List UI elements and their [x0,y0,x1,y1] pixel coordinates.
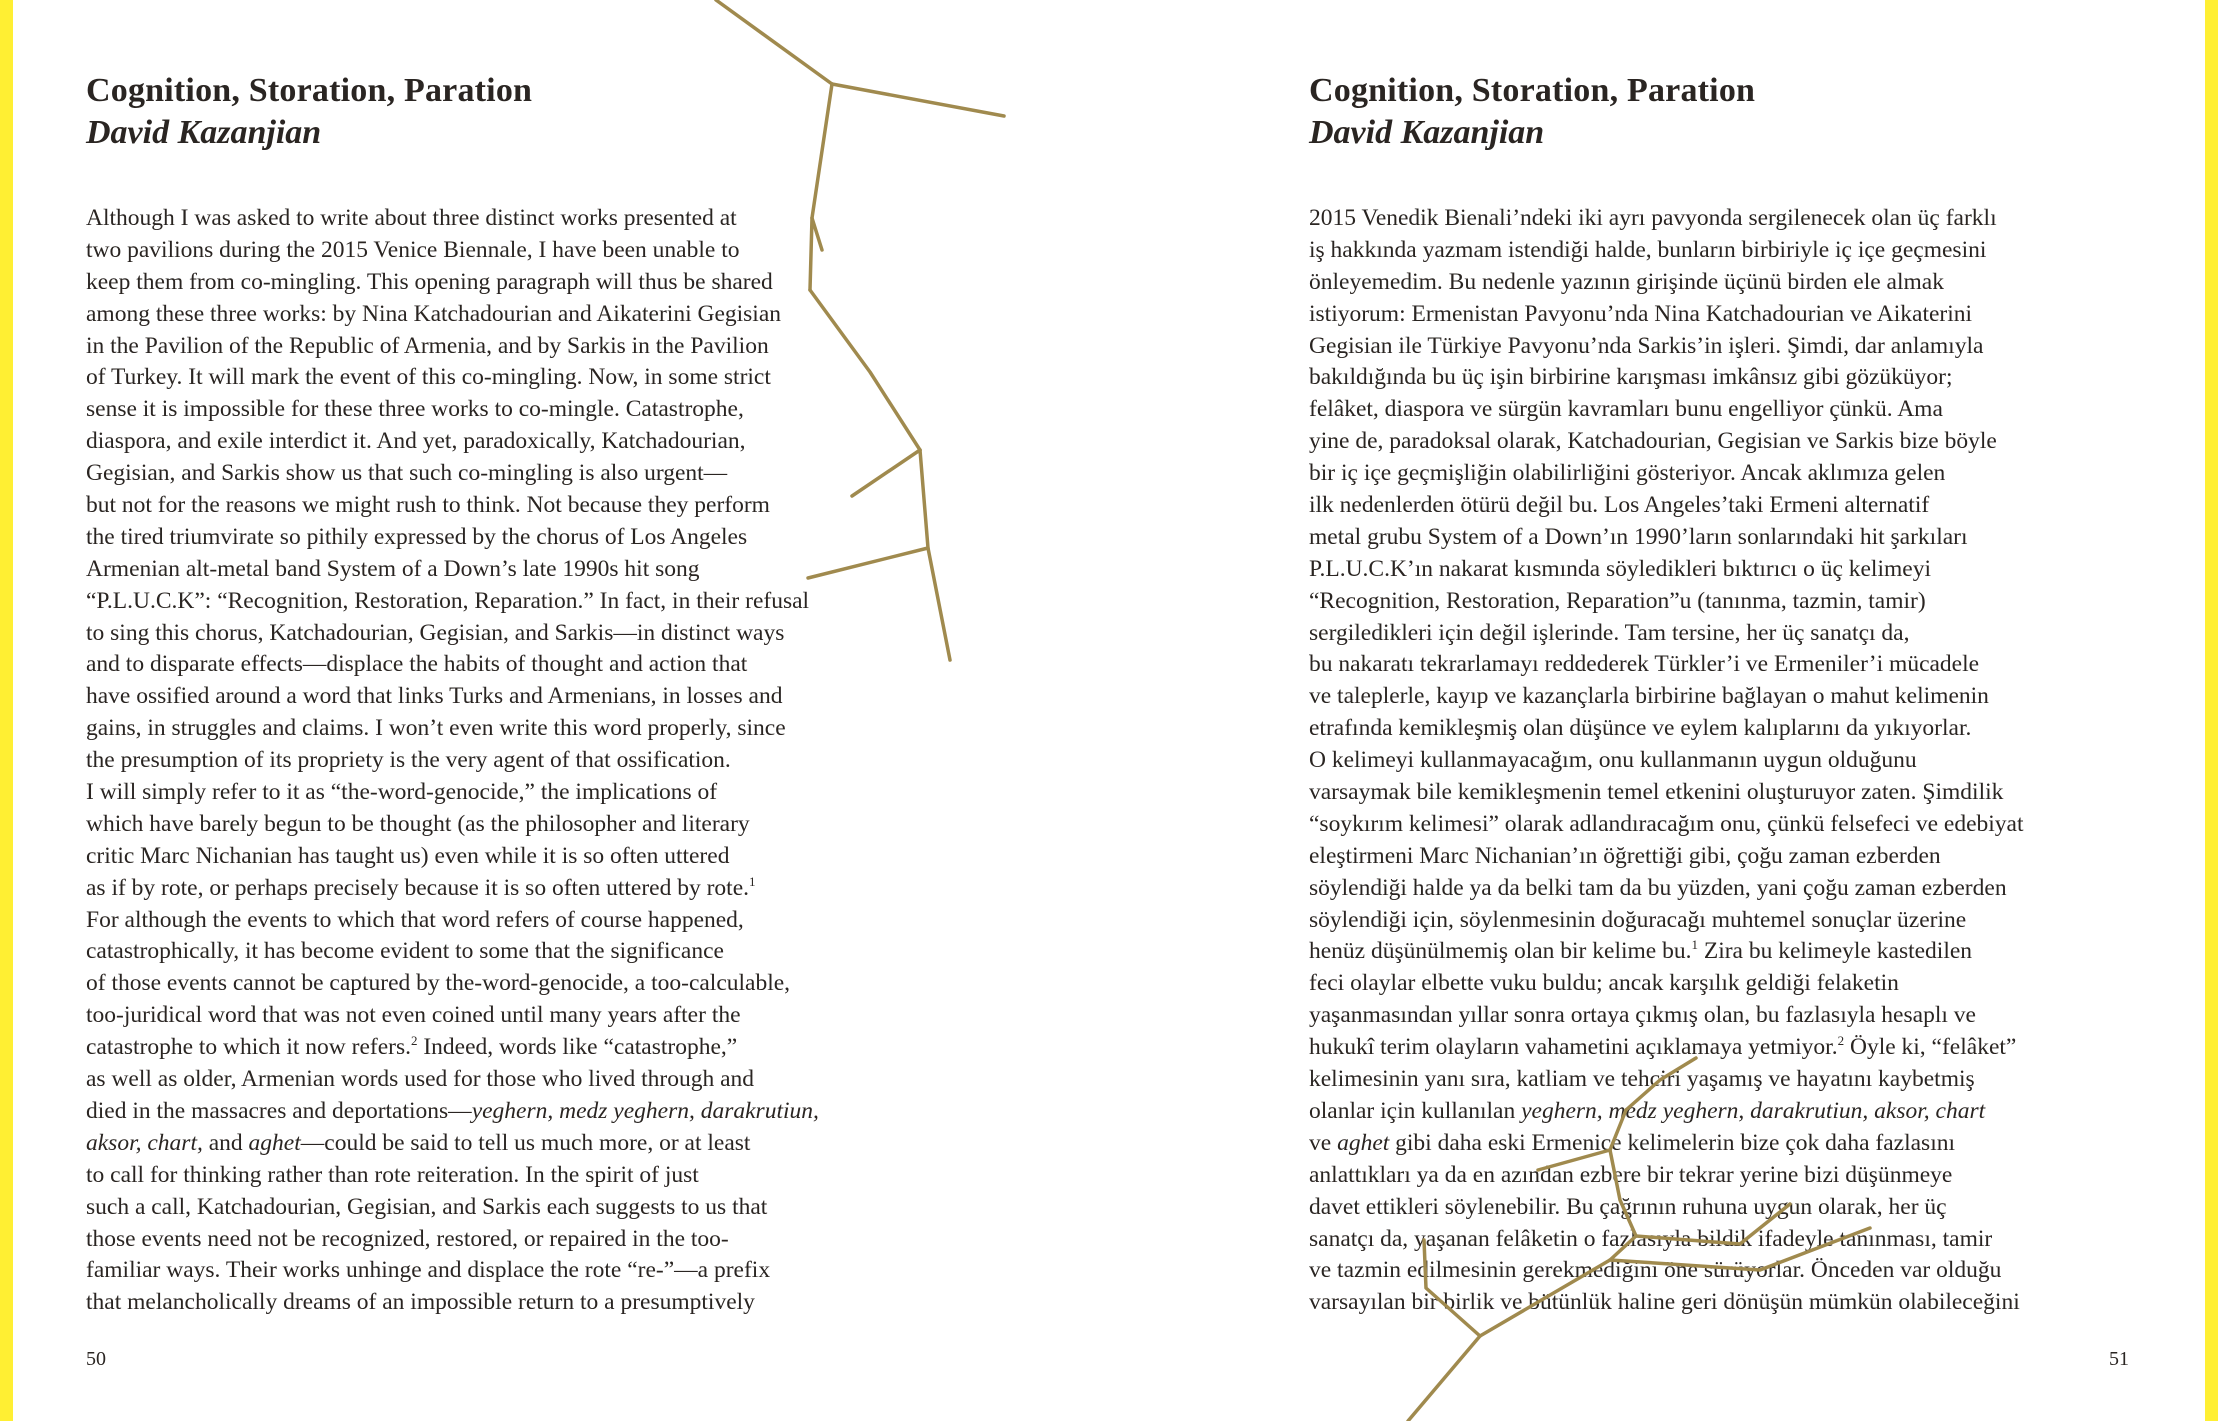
text-line [86,1000,906,1032]
italic-term: aghet [248,1129,301,1156]
text-line [1309,905,2129,937]
text-line [86,1224,906,1256]
text-run: I will simply refer to it as “the-word-genocide,” the implications of [86,779,718,806]
text-run: iş hakkında yazmam istendiği halde, bunların birbiriyle iç içe geçmesini [1309,236,1987,263]
text-run: anlattıkları ya da en azından ezbere bir tekrar yerine bizi düşünmeye [1309,1161,1953,1188]
footnote-ref: 2 [1837,1033,1845,1049]
text-line [86,777,906,809]
text-run: which have barely begun to be thought (as the philosopher and literary [86,810,750,837]
text-run: as if by rote, or perhaps precisely because it is so often uttered by rote. [86,874,750,901]
text-run: eleştirmeni Marc Nichanian’ın öğrettiği gibi, çoğu zaman ezberden [1309,842,1941,869]
text-line [86,681,906,713]
text-line [1309,1128,2129,1160]
text-line [1309,841,2129,873]
text-line [1309,394,2129,426]
text-line [1309,1000,2129,1032]
text-run: Armenian alt-metal band System of a Down’s late 1990s hit song [86,555,700,582]
text-line [1309,1160,2129,1192]
text-line [86,1128,906,1160]
text-run: catastrophe to which it now refers. [86,1034,411,1061]
text-run: that melancholically dreams of an impossible return to a presumptively [86,1289,755,1316]
text-line [1309,490,2129,522]
text-run: varsaymak bile kemikleşmenin temel etkenini oluşturuyor zaten. Şimdilik [1309,779,2004,806]
text-run: as well as older, Armenian words used for those who lived through and [86,1066,755,1093]
footnote-ref: 1 [749,873,756,889]
text-line [1309,267,2129,299]
text-line [86,1064,906,1096]
text-run: istiyorum: Ermenistan Pavyonu’nda Nina Katchadourian ve Aikaterini [1309,300,1973,327]
text-run: söylendiği için, söylenmesinin doğuracağı muhtemel sonuçlar üzerine [1309,906,1967,933]
left-page [86,0,906,1421]
text-line [1309,299,2129,331]
author-name: David Kazanjian [86,114,322,151]
text-line [1309,777,2129,809]
text-line [1309,745,2129,777]
text-run: For although the events to which that word refers of course happened, [86,906,744,933]
text-run: bir iç içe geçmişliğin olabilirliğini gösteriyor. Ancak aklımıza gelen [1309,460,1946,487]
text-run: önleyemedim. Bu nedenle yazının girişinde üçünü birden ele almak [1309,268,1944,295]
text-line [1309,649,2129,681]
page-number: 51 [2109,1348,2129,1370]
text-run: diaspora, and exile interdict it. And yet, paradoxically, Katchadourian, [86,428,746,455]
text-run: Zira bu kelimeyle kastedilen [1697,938,1973,965]
text-run: —could be said to tell us much more, or at least [300,1129,751,1156]
text-line [1309,1192,2129,1224]
text-run: the presumption of its propriety is the very agent of that ossification. [86,747,731,774]
text-run: yine de, paradoksal olarak, Katchadourian, Gegisian ve Sarkis bize böyle [1309,428,1997,455]
text-run: sanatçı da, yaşanan felâketin o fazlasıyla bildik ifadeyle tanınması, tamir [1309,1225,1993,1252]
text-run: two pavilions during the 2015 Venice Biennale, I have been unable to [86,236,740,263]
page-title: Cognition, Storation, Paration [86,72,533,109]
text-line [1309,1224,2129,1256]
text-run: varsayılan bir birlik ve bütünlük haline geri dönüşün mümkün olabileceğini [1309,1289,2020,1316]
italic-term: aksor, chart, [86,1129,203,1156]
text-line [1309,873,2129,905]
author-name: David Kazanjian [1309,114,1545,151]
text-line [86,1287,906,1319]
text-line [1309,618,2129,650]
left-yellow-edge [0,0,13,1421]
text-run: the tired triumvirate so pithily expressed by the chorus of Los Angeles [86,523,748,550]
text-run: ve [1309,1129,1338,1156]
right-page [1309,0,2129,1421]
text-line [86,554,906,586]
text-line [86,331,906,363]
text-line [1309,1096,2129,1128]
text-line [86,203,906,235]
text-line [86,299,906,331]
text-line [86,1160,906,1192]
text-run: söylendiği halde ya da belki tam da bu yüzden, yani çoğu zaman ezberden [1309,874,2007,901]
text-run: catastrophically, it has become evident to some that the significance [86,938,724,965]
text-run: died in the massacres and deportations— [86,1097,472,1124]
text-line [1309,713,2129,745]
text-line [1309,936,2129,968]
text-line [86,713,906,745]
text-run: yaşanmasından yıllar sonra ortaya çıkmış olan, bu fazlasıyla hesaplı ve [1309,1002,1976,1029]
italic-term: yeghern, medz yeghern, darakrutiun, [471,1097,819,1124]
text-run: olanlar için kullanılan [1309,1097,1522,1124]
text-run: Öyle ki, “felâket” [1844,1034,2017,1061]
right-yellow-edge [2205,0,2218,1421]
text-line [86,1192,906,1224]
text-run: too-juridical word that was not even coined until many years after the [86,1002,741,1029]
text-run: have ossified around a word that links Turks and Armenians, in losses and [86,683,783,710]
text-line [1309,681,2129,713]
text-run: to call for thinking rather than rote reiteration. In the spirit of just [86,1161,699,1188]
crack-segment [920,450,950,660]
text-line [86,1032,906,1064]
text-line [1309,235,2129,267]
text-run: among these three works: by Nina Katchadourian and Aikaterini Gegisian [86,300,782,327]
text-run: but not for the reasons we might rush to think. Not because they perform [86,492,770,519]
text-run: Although I was asked to write about three distinct works presented at [86,205,737,231]
text-run: gains, in struggles and claims. I won’t even write this word properly, since [86,715,786,742]
text-line [86,968,906,1000]
text-line [86,1096,906,1128]
text-line [86,267,906,299]
text-run: such a call, Katchadourian, Gegisian, and Sarkis each suggests to us that [86,1193,768,1220]
text-run: gibi daha eski Ermenice kelimelerin bize çok daha fazlasını [1389,1129,1956,1156]
text-run: familiar ways. Their works unhinge and displace the rote “re-”—a prefix [86,1257,771,1284]
text-line [1309,331,2129,363]
text-line [1309,362,2129,394]
text-run: P.L.U.C.K’ın nakarat kısmında söyledikleri bıktırıcı o üç kelimeyi [1309,555,1931,582]
text-run: ilk nedenlerden ötürü değil bu. Los Angeles’taki Ermeni alternatif [1309,492,1930,519]
italic-term: yeghern, medz yeghern, darakrutiun, aksor, chart [1521,1097,1986,1124]
text-line [1309,426,2129,458]
text-run: to sing this chorus, Katchadourian, Gegisian, and Sarkis—in distinct ways [86,619,785,646]
italic-term: aghet [1337,1129,1390,1156]
text-line [86,745,906,777]
text-line [86,522,906,554]
text-run: those events need not be recognized, restored, or repaired in the too- [86,1225,729,1252]
text-run: Gegisian ile Türkiye Pavyonu’nda Sarkis’in işleri. Şimdi, dar anlamıyla [1309,332,1984,359]
text-line [86,618,906,650]
body-text [86,203,906,1319]
footnote-ref: 2 [410,1033,418,1049]
text-line [86,458,906,490]
text-run: Indeed, words like “catastrophe,” [417,1034,738,1061]
page-number: 50 [86,1348,106,1370]
text-line [1309,203,2129,235]
text-line [1309,1287,2129,1319]
page-title: Cognition, Storation, Paration [1309,72,1756,109]
text-line [1309,968,2129,1000]
text-run: “P.L.U.C.K”: “Recognition, Restoration, Reparation.” In fact, in their refusal [86,587,810,614]
text-line [86,362,906,394]
body-text [1309,203,2129,1319]
text-line [86,1255,906,1287]
text-line [86,873,906,905]
text-run: “soykırım kelimesi” olarak adlandıracağım onu, çünkü felsefeci ve edebiyat [1309,810,2024,837]
text-line [86,905,906,937]
text-run: of those events cannot be captured by the-word-genocide, a too-calculable, [86,970,791,997]
text-run: davet ettikleri söylenebilir. Bu çağrının ruhuna uygun olarak, her üç [1309,1193,1947,1220]
text-run: ve tazmin edilmesinin gerekmediğini öne sürüyorlar. Önceden var olduğu [1309,1257,2002,1284]
text-run: “Recognition, Restoration, Reparation”u (tanınma, tazmin, tamir) [1309,587,1926,614]
text-run: O kelimeyi kullanmayacağım, onu kullanmanın uygun olduğunu [1309,747,1917,774]
text-run: and to disparate effects—displace the habits of thought and action that [86,651,748,678]
text-line [1309,809,2129,841]
text-line [1309,1064,2129,1096]
text-run: metal grubu System of a Down’ın 1990’ların sonlarındaki hit şarkıları [1309,523,1968,550]
text-run: keep them from co-mingling. This opening paragraph will thus be shared [86,268,773,295]
text-line [86,841,906,873]
text-run: hukukî terim olayların vahametini açıklamaya yetmiyor. [1309,1034,1838,1061]
text-line [86,936,906,968]
text-run: henüz düşünülmemiş olan bir kelime bu. [1309,938,1692,965]
text-run: sergiledikleri için değil işlerinde. Tam tersine, her üç sanatçı da, [1309,619,1910,646]
text-run: etrafında kemikleşmiş olan düşünce ve eylem kalıplarını da yıkıyorlar. [1309,715,1972,742]
text-run: feci olaylar elbette vuku buldu; ancak karşılık geldiği felaketin [1309,970,1899,997]
text-line [86,586,906,618]
text-run: critic Marc Nichanian has taught us) even while it is so often uttered [86,842,730,869]
text-run: kelimesinin yanı sıra, katliam ve tehciri yaşamış ve hayatını kaybetmiş [1309,1066,1975,1093]
text-line [86,809,906,841]
text-line [86,490,906,522]
text-line [86,394,906,426]
text-line [86,426,906,458]
text-line [1309,1032,2129,1064]
text-run: and [202,1129,249,1156]
text-run: ve taleplerle, kayıp ve kazançlarla birbirine bağlayan o mahut kelimenin [1309,683,1989,710]
text-run: felâket, diaspora ve sürgün kavramları bunu engelliyor çünkü. Ama [1309,396,1943,423]
text-run: Gegisian, and Sarkis show us that such co-mingling is also urgent— [86,460,728,487]
text-run: 2015 Venedik Bienali’ndeki iki ayrı pavyonda sergilenecek olan üç farklı [1309,205,1997,231]
text-run: bu nakaratı tekrarlamayı reddederek Türkler’i ve Ermeniler’i mücadele [1309,651,1980,678]
footnote-ref: 1 [1691,937,1698,953]
text-line [1309,522,2129,554]
text-line [1309,586,2129,618]
text-line [1309,554,2129,586]
text-run: bakıldığında bu üç işin birbirine karışması imkânsız gibi gözüküyor; [1309,364,1953,391]
text-run: sense it is impossible for these three works to co-mingle. Catastrophe, [86,396,744,423]
text-line [86,235,906,267]
text-run: of Turkey. It will mark the event of this co-mingling. Now, in some strict [86,364,771,391]
text-run: in the Pavilion of the Republic of Armenia, and by Sarkis in the Pavilion [86,332,769,359]
text-line [1309,1255,2129,1287]
text-line [1309,458,2129,490]
text-line [86,649,906,681]
